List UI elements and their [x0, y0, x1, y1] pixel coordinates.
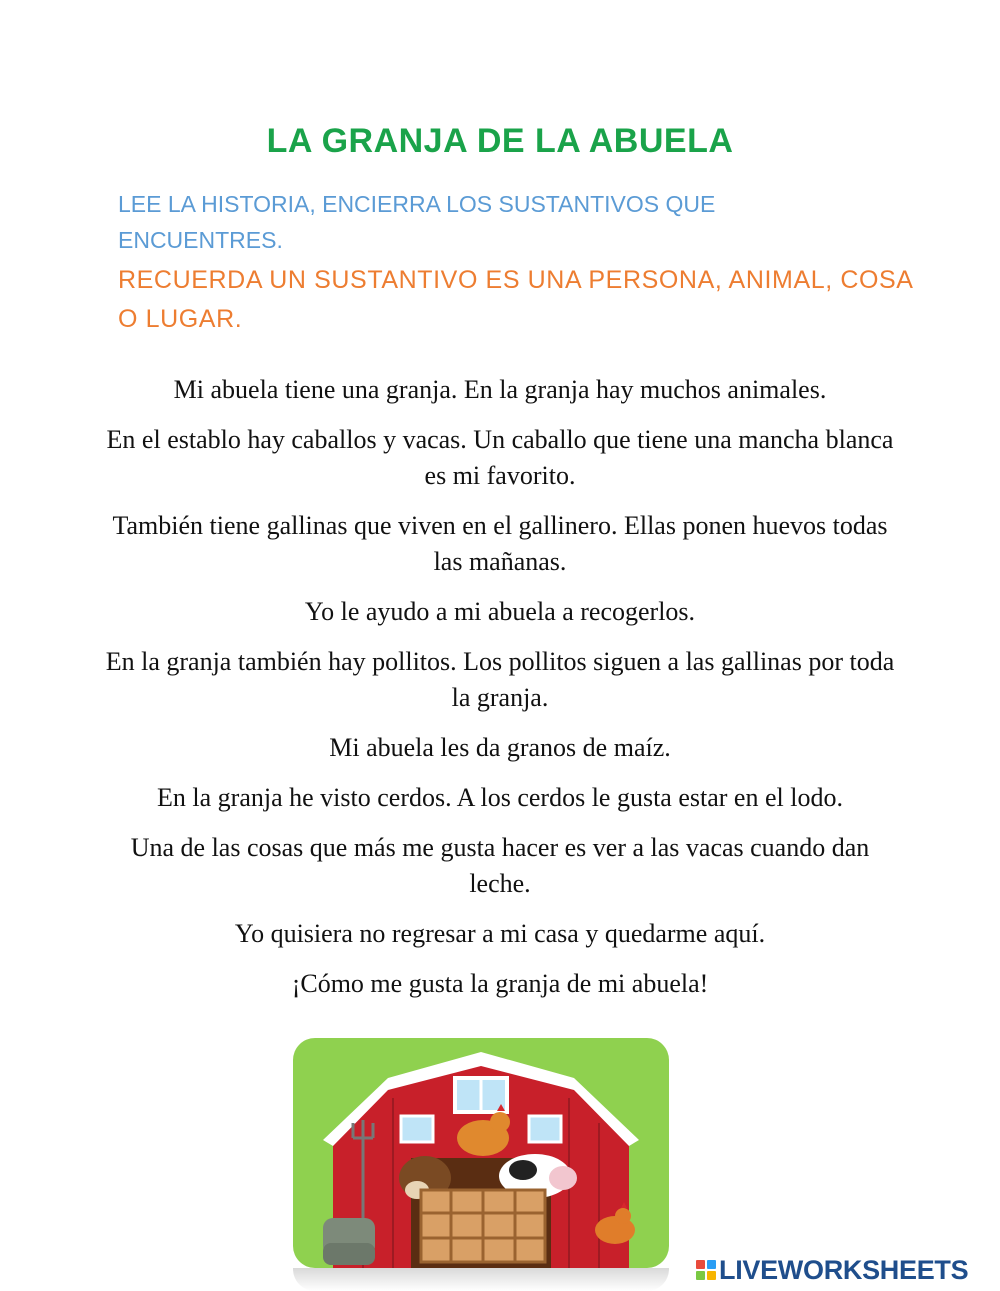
story-paragraph: Yo le ayudo a mi abuela a recogerlos. [304, 597, 696, 626]
image-reflection [293, 1268, 669, 1291]
story-paragraph: En la granja también hay pollitos. Los pollitos siguen a las gallinas por toda la granja. [105, 647, 895, 712]
story-paragraph: También tiene gallinas que viven en el gallinero. Ellas ponen huevos todas las mañanas. [112, 511, 888, 576]
instruction-read: LEE LA HISTORIA, ENCIERRA LOS SUSTANTIVOS QUE ENCUENTRES. [118, 191, 716, 253]
story-paragraph: En el establo hay caballos y vacas. Un caballo que tiene una mancha blanca es mi favorito. [106, 425, 894, 490]
story-paragraph: ¡Cómo me gusta la granja de mi abuela! [291, 969, 709, 998]
page-title: LA GRANJA DE LA ABUELA [266, 122, 734, 160]
story-paragraph: Mi abuela tiene una granja. En la granja hay muchos animales. [173, 375, 827, 404]
instruction-noun-definition: RECUERDA UN SUSTANTIVO ES UNA PERSONA, ANIMAL, COSA O LUGAR. [118, 266, 913, 333]
story-paragraph: Una de las cosas que más me gusta hacer es ver a las vacas cuando dan leche. [130, 833, 870, 898]
brand-mark-icon [696, 1260, 716, 1280]
story-paragraph: Yo quisiera no regresar a mi casa y quedarme aquí. [234, 919, 766, 948]
story-paragraph: En la granja he visto cerdos. A los cerdos le gusta estar en el lodo. [157, 783, 843, 812]
liveworksheets-logo [696, 1254, 968, 1286]
farm-barn-illustration [293, 1038, 669, 1268]
brand-name: LIVEWORKSHEETS [719, 1254, 969, 1285]
story-text [100, 372, 900, 1016]
story-paragraph: Mi abuela les da granos de maíz. [329, 733, 671, 762]
